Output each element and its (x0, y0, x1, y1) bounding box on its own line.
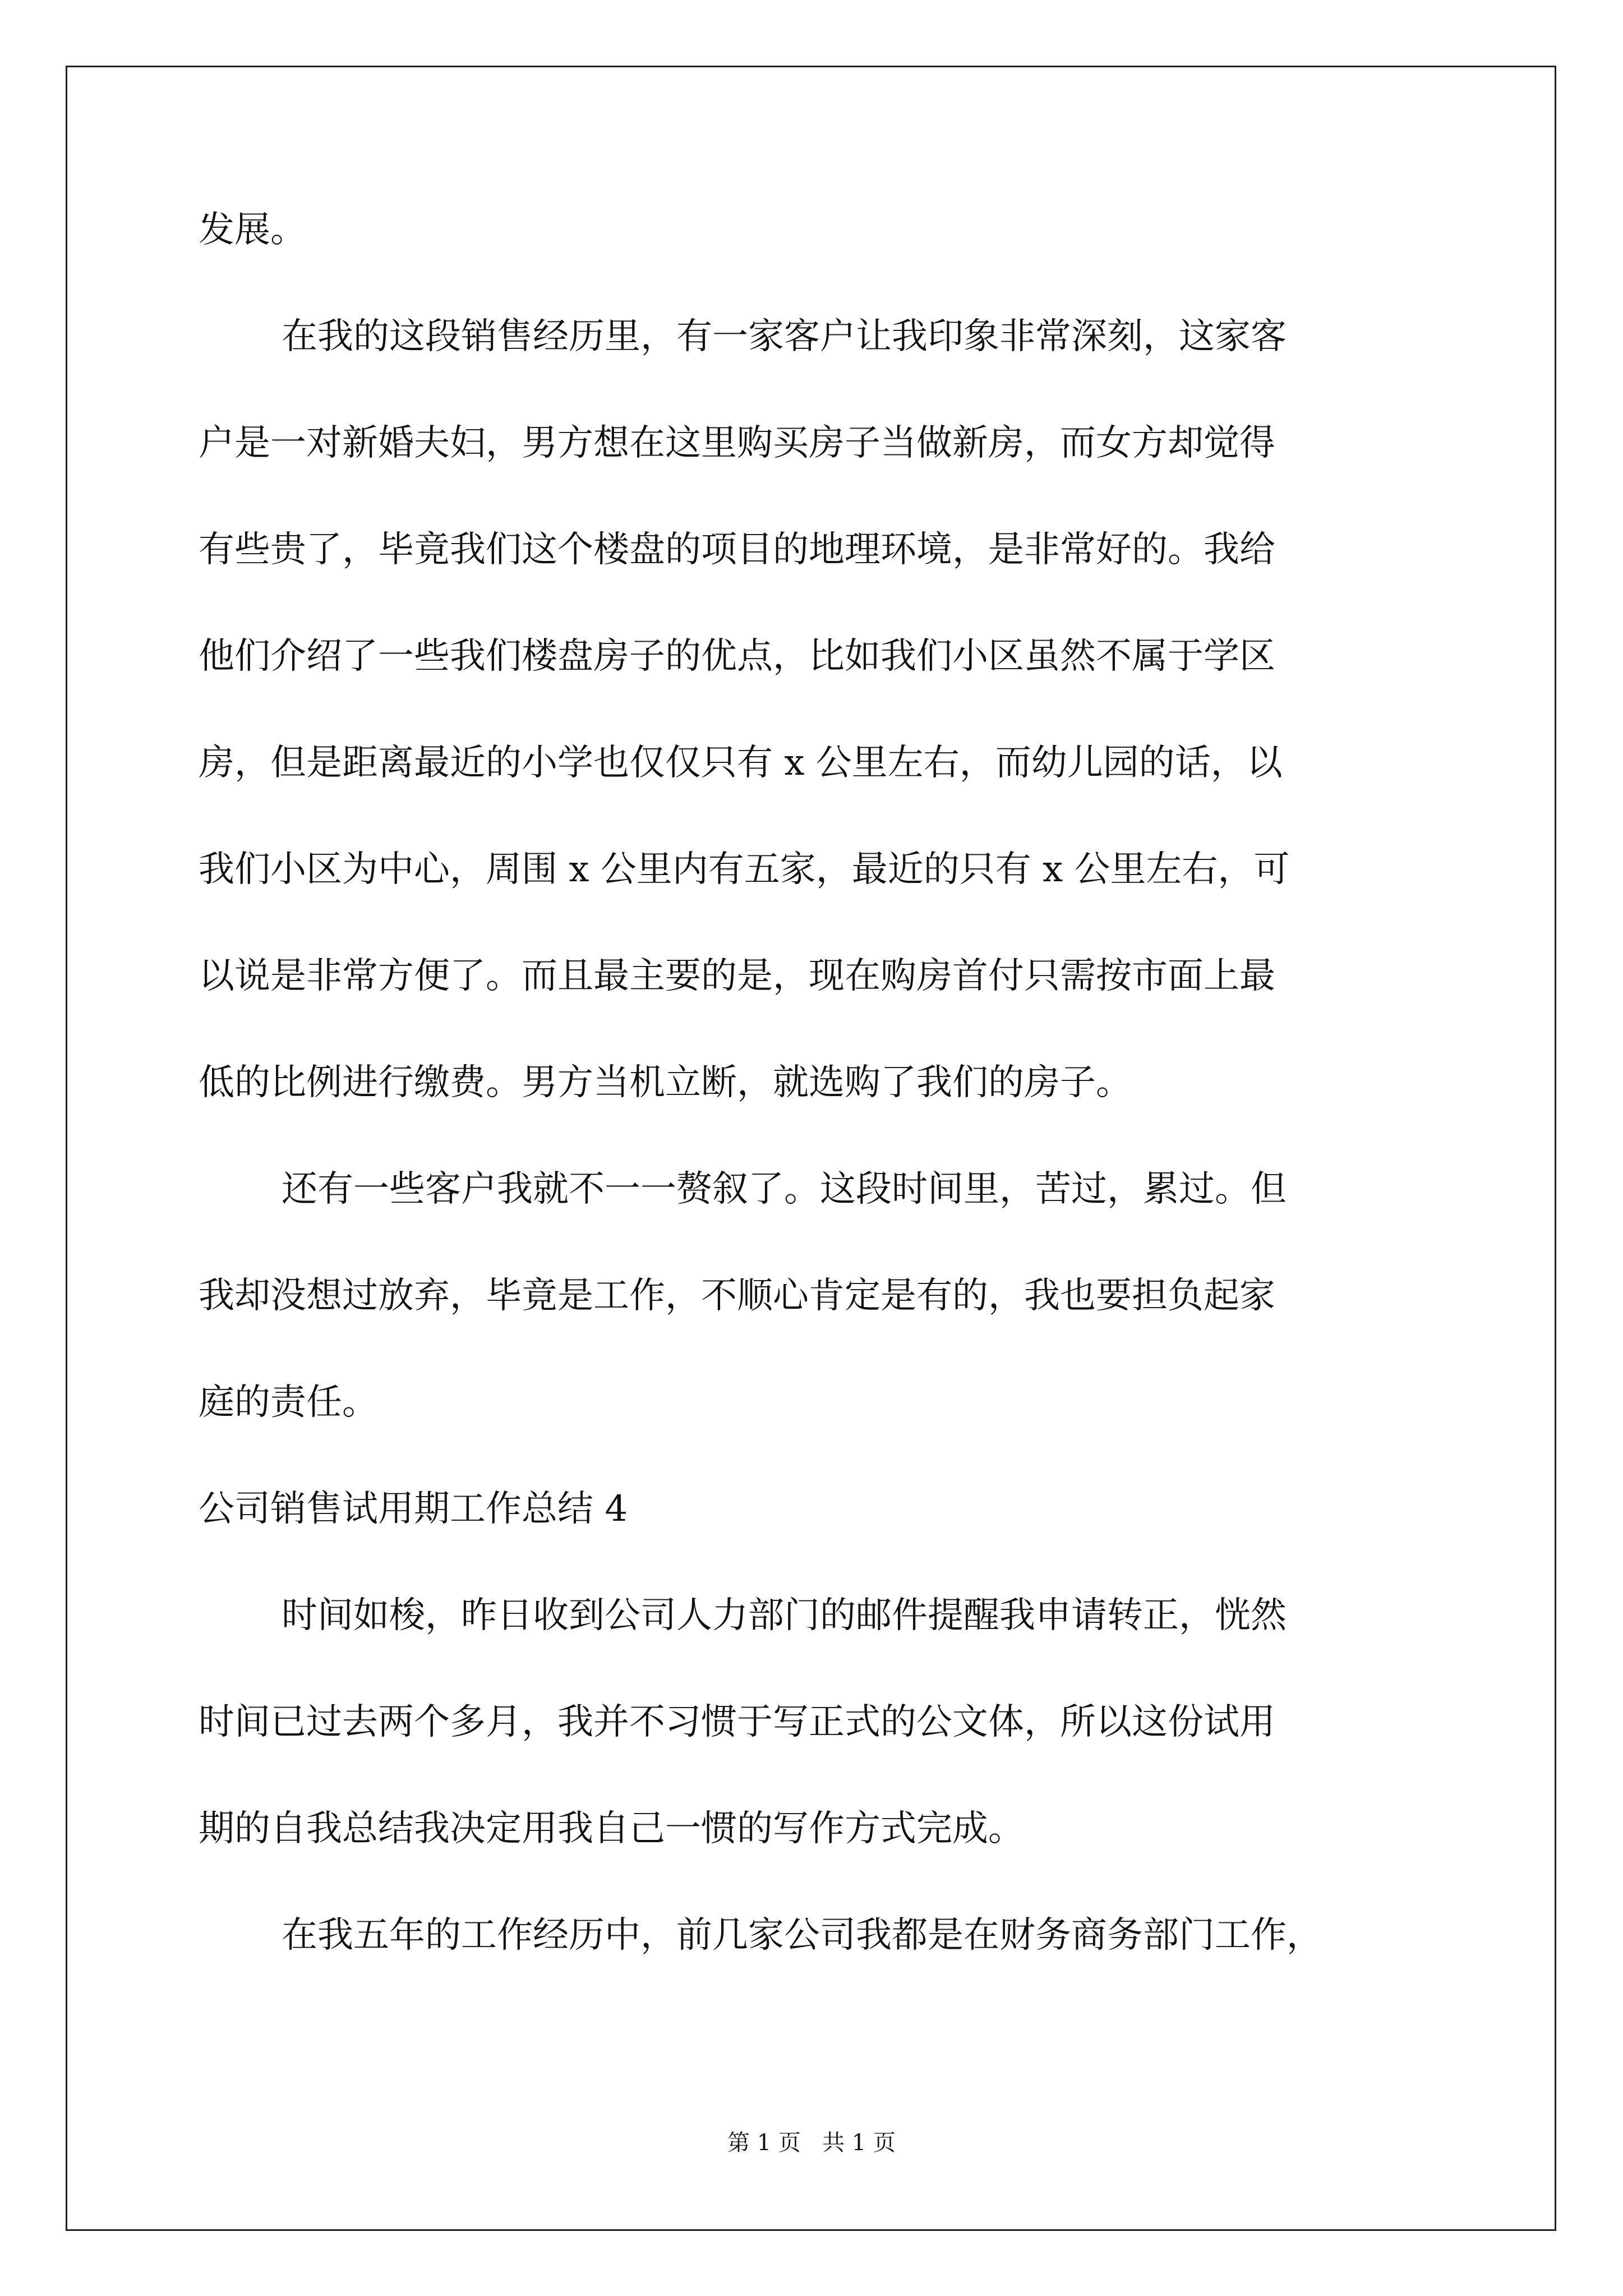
text-line: 时间已过去两个多月，我并不习惯于写正式的公文体，所以这份试用 (199, 1701, 1275, 1743)
text-line: 发展。 (199, 209, 306, 251)
text-line: 期的自我总结我决定用我自己一惯的写作方式完成。 (199, 1808, 1024, 1849)
paragraph-line: 还有一些客户我就不一一赘叙了。这段时间里，苦过，累过。但 (282, 1168, 1287, 1210)
text-line: 有些贵了，毕竟我们这个楼盘的项目的地理环境，是非常好的。我给 (199, 529, 1275, 570)
text-line: 以说是非常方便了。而且最主要的是，现在购房首付只需按市面上最 (199, 955, 1275, 997)
text-line: 我们小区为中心，周围 x 公里内有五家，最近的只有 x 公里左右，可 (199, 849, 1290, 890)
page-border (66, 66, 1556, 2231)
section-heading: 公司销售试用期工作总结 4 (199, 1488, 628, 1530)
page-footer: 第 1 页 共 1 页 (727, 2130, 896, 2156)
paragraph-line: 时间如梭，昨日收到公司人力部门的邮件提醒我申请转正，恍然 (282, 1595, 1287, 1636)
text-line: 低的比例进行缴费。男方当机立断，就选购了我们的房子。 (199, 1062, 1132, 1103)
text-line: 户是一对新婚夫妇，男方想在这里购买房子当做新房，而女方却觉得 (199, 422, 1275, 464)
paragraph-line: 在我的这段销售经历里，有一家客户让我印象非常深刻，这家客 (282, 316, 1287, 357)
text-line: 庭的责任。 (199, 1382, 378, 1423)
text-line: 我却没想过放弃，毕竟是工作，不顺心肯定是有的，我也要担负起家 (199, 1275, 1275, 1317)
text-line: 房，但是距离最近的小学也仅仅只有 x 公里左右，而幼儿园的话，以 (199, 742, 1283, 784)
text-line: 他们介绍了一些我们楼盘房子的优点，比如我们小区虽然不属于学区 (199, 636, 1275, 677)
paragraph-line: 在我五年的工作经历中，前几家公司我都是在财务商务部门工作， (282, 1915, 1322, 1956)
